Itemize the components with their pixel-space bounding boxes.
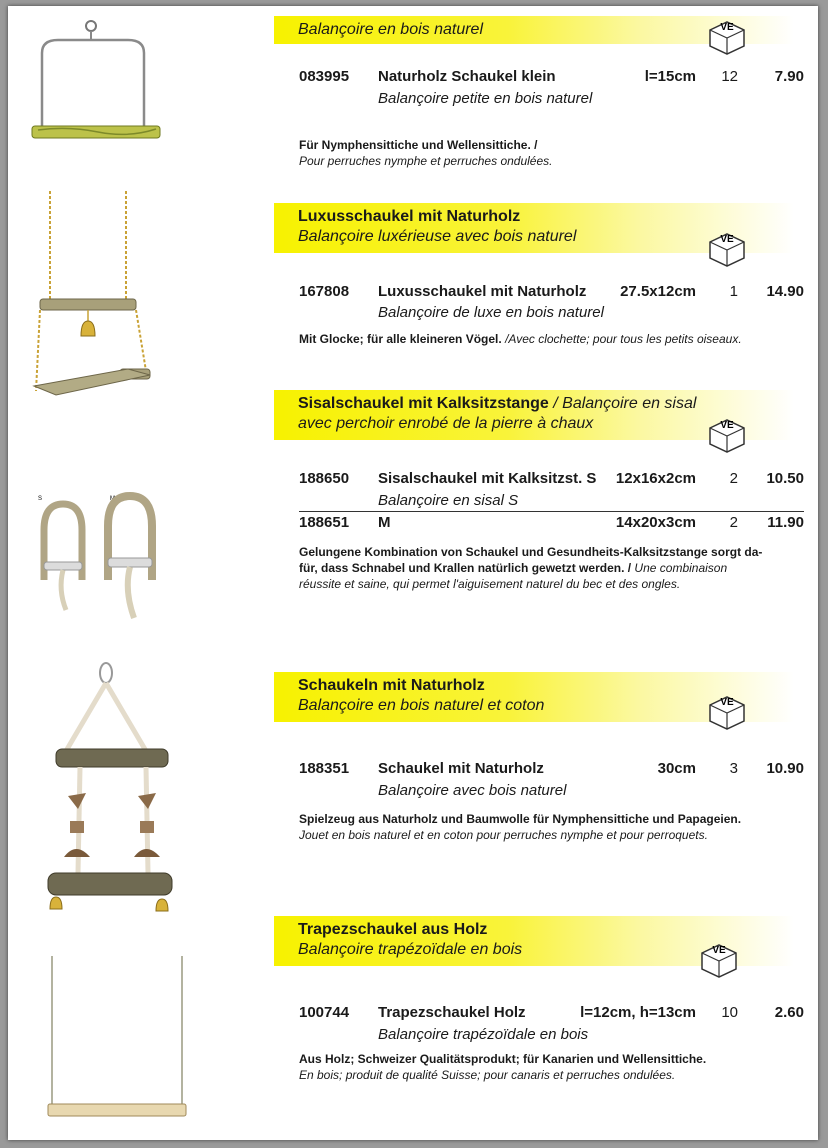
article-price: 2.60 [774,1004,804,1021]
banner-separator: / [553,395,558,412]
article-qty: 10 [721,1004,738,1021]
desc-fr: /Avec clochette; pour tous les petits oiseaux. [505,332,742,346]
article-name-fr: Balançoire petite en bois naturel [378,90,593,107]
article-number: 167808 [299,283,350,300]
article-name: Sisalschaukel mit Kalksitzst. S [378,470,597,487]
row-divider [299,511,804,512]
product-row [299,469,804,489]
article-qty: 1 [729,283,738,300]
ve-label: VE [720,420,734,431]
banner-fr: Balançoire en bois naturel [298,21,484,38]
desc-fr: Jouet en bois naturel et en coton pour perruches nymphe et pour perroquets. [299,828,708,842]
article-name-fr: Balançoire trapézoïdale en bois [378,1026,589,1043]
banner-de-text: Sisalschaukel mit Kalksitzstange [298,395,549,412]
banner-fr-inline: Balançoire en sisal [562,395,697,412]
article-name: M [378,514,391,531]
article-name: Schaukel mit Naturholz [378,760,544,777]
ve-label: VE [720,697,734,708]
banner-de: Trapezschaukel aus Holz [298,921,488,938]
thumb-label-m: M [110,496,115,502]
product-description [299,137,799,169]
banner-fr: Balançoire luxérieuse avec bois naturel [298,228,577,245]
article-name-fr: Balançoire de luxe en bois naturel [378,304,604,321]
thumb-label-s: S [38,496,43,502]
article-name-fr: Balançoire avec bois naturel [378,782,567,799]
desc-de: Mit Glocke; für alle kleineren Vögel. [299,332,502,346]
banner-de: Schaukeln mit Naturholz [298,677,485,694]
article-qty: 2 [729,470,738,487]
swing-small-illustration [28,18,178,153]
trapeze-swing-illustration [44,956,194,1126]
product-description [299,544,799,592]
desc-de: Aus Holz; Schweizer Qualitätsprodukt; für Kanarien und Wellensittiche. [299,1052,707,1066]
desc-de: Für Nymphensittiche und Wellensittiche. / [299,138,538,152]
banner-de: Luxusschaukel mit Naturholz [298,208,521,225]
article-qty: 3 [729,760,738,777]
article-qty: 12 [721,68,738,85]
product-description [299,811,799,843]
product-row [299,759,804,779]
ve-package-icon [706,16,748,56]
product-description [299,1051,799,1083]
article-price: 7.90 [774,68,804,85]
article-size: 12x16x2cm [615,470,696,487]
desc-fr: Pour perruches nymphe et perruches ondulées. [299,154,553,168]
catalog-page [8,6,818,1140]
article-name: Luxusschaukel mit Naturholz [378,283,587,300]
product-row [299,67,804,87]
article-number: 188650 [299,470,350,487]
article-price: 10.50 [766,470,804,487]
product-row [299,513,804,533]
ve-package-icon [706,414,748,454]
ve-label: VE [712,945,726,956]
article-qty: 2 [729,514,738,531]
desc-de-line2: für, dass Schnabel und Krallen natürlich gewetzt werden. / [299,561,632,575]
banner-fr: avec perchoir enrobé de la pierre à chaux [298,415,594,432]
product-row [299,1003,804,1023]
article-price: 14.90 [766,283,804,300]
banner-fr: Balançoire trapézoïdale en bois [298,941,523,958]
desc-de: Spielzeug aus Naturholz und Baumwolle für Nymphensittiche und Papageien. [299,812,742,826]
article-number: 188651 [299,514,350,531]
product-description [299,331,799,347]
sisal-swing-illustration [28,490,178,625]
article-name-fr: Balançoire en sisal S [378,492,519,509]
article-price: 10.90 [766,760,804,777]
article-size: 27.5x12cm [620,283,696,300]
article-name: Trapezschaukel Holz [378,1004,526,1021]
article-number: 100744 [299,1004,350,1021]
ve-label: VE [720,22,734,33]
luxury-swing-illustration [28,191,158,406]
article-size: l=15cm [644,68,696,85]
article-name: Naturholz Schaukel klein [378,68,556,85]
product-row [299,282,804,302]
article-price: 11.90 [767,514,804,531]
article-size: l=12cm, h=13cm [580,1004,696,1021]
banner-de [298,394,784,414]
article-number: 083995 [299,68,350,85]
banner-fr: Balançoire en bois naturel et coton [298,697,545,714]
desc-fr-line1: Une combinaison [634,561,728,575]
desc-de-line1: Gelungene Kombination von Schaukel und Gesundheits-Kalksitzstange sorgt da- [299,545,763,559]
article-size: 14x20x3cm [615,514,696,531]
desc-fr-line2: réussite et saine, qui permet l'aiguisement naturel du bec et des ongles. [299,577,681,591]
article-number: 188351 [299,760,350,777]
ve-package-icon [698,939,740,979]
article-size: 30cm [657,760,696,777]
wood-cotton-swing-illustration [38,661,188,941]
ve-package-icon [706,228,748,268]
desc-fr: En bois; produit de qualité Suisse; pour canaris et perruches ondulées. [299,1068,676,1082]
ve-label: VE [720,234,734,245]
ve-package-icon [706,691,748,731]
